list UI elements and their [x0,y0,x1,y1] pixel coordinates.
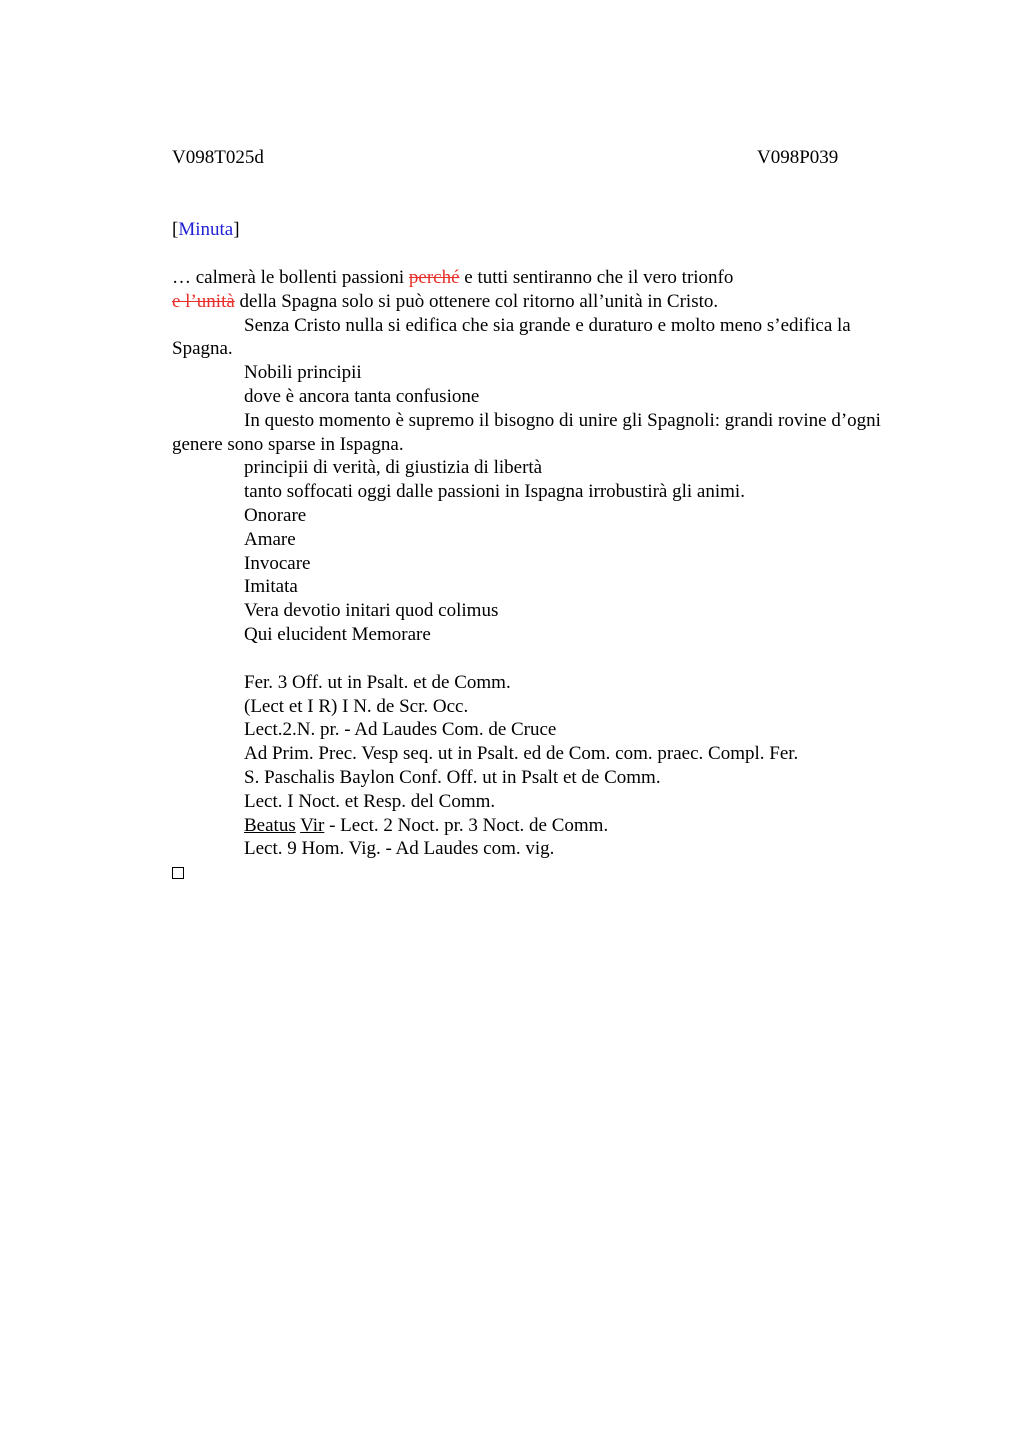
underlined-word-beatus: Beatus [244,814,296,836]
document-code-right: V098P039 [757,147,839,168]
liturgy-line-3: Lect.2.N. pr. - Ad Laudes Com. de Cruce [244,719,557,741]
liturgy-line-1: Fer. 3 Off. ut in Psalt. et de Comm. [244,671,511,693]
empty-square-icon [172,867,184,879]
document-code-left: V098T025d [172,147,264,168]
text-line-3: dove è ancora tanta confusione [244,385,480,407]
text-line-5: principii di verità, di giustizia di libertà [244,457,543,479]
opening-line1-text-b: e tutti sentiranno che il vero trionfo [459,267,734,288]
tag-close-bracket: ] [233,219,240,240]
opening-line2-text: della Spagna solo si può ottenere col ritorno all’unità in Cristo. [234,290,719,312]
liturgy-line-5: S. Paschalis Baylon Conf. Off. ut in Psalt et de Comm. [244,766,661,788]
liturgy-line-4: Ad Prim. Prec. Vesp seq. ut in Psalt. ed de Com. com. praec. Compl. Fer. [244,743,799,765]
underlined-word-vir: Vir [300,814,325,836]
liturgy-line-last: Lect. 9 Hom. Vig. - Ad Laudes com. vig. [244,838,555,860]
end-marker [172,861,912,886]
beatus-line-rest: - Lect. 2 Noct. pr. 3 Noct. de Comm. [324,814,609,836]
struck-word-perche: perché [408,267,460,288]
text-line-1: Senza Cristo nulla si edifica che sia grande e duraturo e molto meno s’edifica la Spagna. [172,314,851,360]
document-type-tag [172,218,912,242]
text-line-8: Amare [244,528,296,550]
text-line-10: Imitata [244,576,298,598]
paragraph-gap [172,647,912,671]
tag-label: Minuta [178,219,234,240]
document-header [172,146,912,170]
text-line-9: Invocare [244,552,311,574]
liturgy-line-6: Lect. I Noct. et Resp. del Comm. [244,790,496,812]
liturgy-line-beatus [172,814,912,838]
tag-open-bracket: [ [172,219,179,240]
text-line-6: tanto soffocati oggi dalle passioni in Ispagna irrobustirà gli animi. [244,481,745,503]
text-line-2: Nobili principii [244,362,362,384]
liturgy-line-2: (Lect et I R) I N. de Scr. Occ. [244,695,469,717]
struck-phrase-unita: e l’unità [172,290,235,312]
document-page [172,146,912,886]
text-line-4: In questo momento è supremo il bisogno di unire gli Spagnoli: grandi rovine d’ogni genere sono sparse in Ispagna. [172,409,881,455]
text-line-11: Vera devotio initari quod colimus [244,600,499,622]
document-body [172,266,912,886]
text-line-12: Qui elucident Memorare [244,623,431,645]
opening-line1-text-a: … calmerà le bollenti passioni [172,267,409,288]
text-line-7: Onorare [244,504,307,526]
paragraph-opening [172,266,912,314]
